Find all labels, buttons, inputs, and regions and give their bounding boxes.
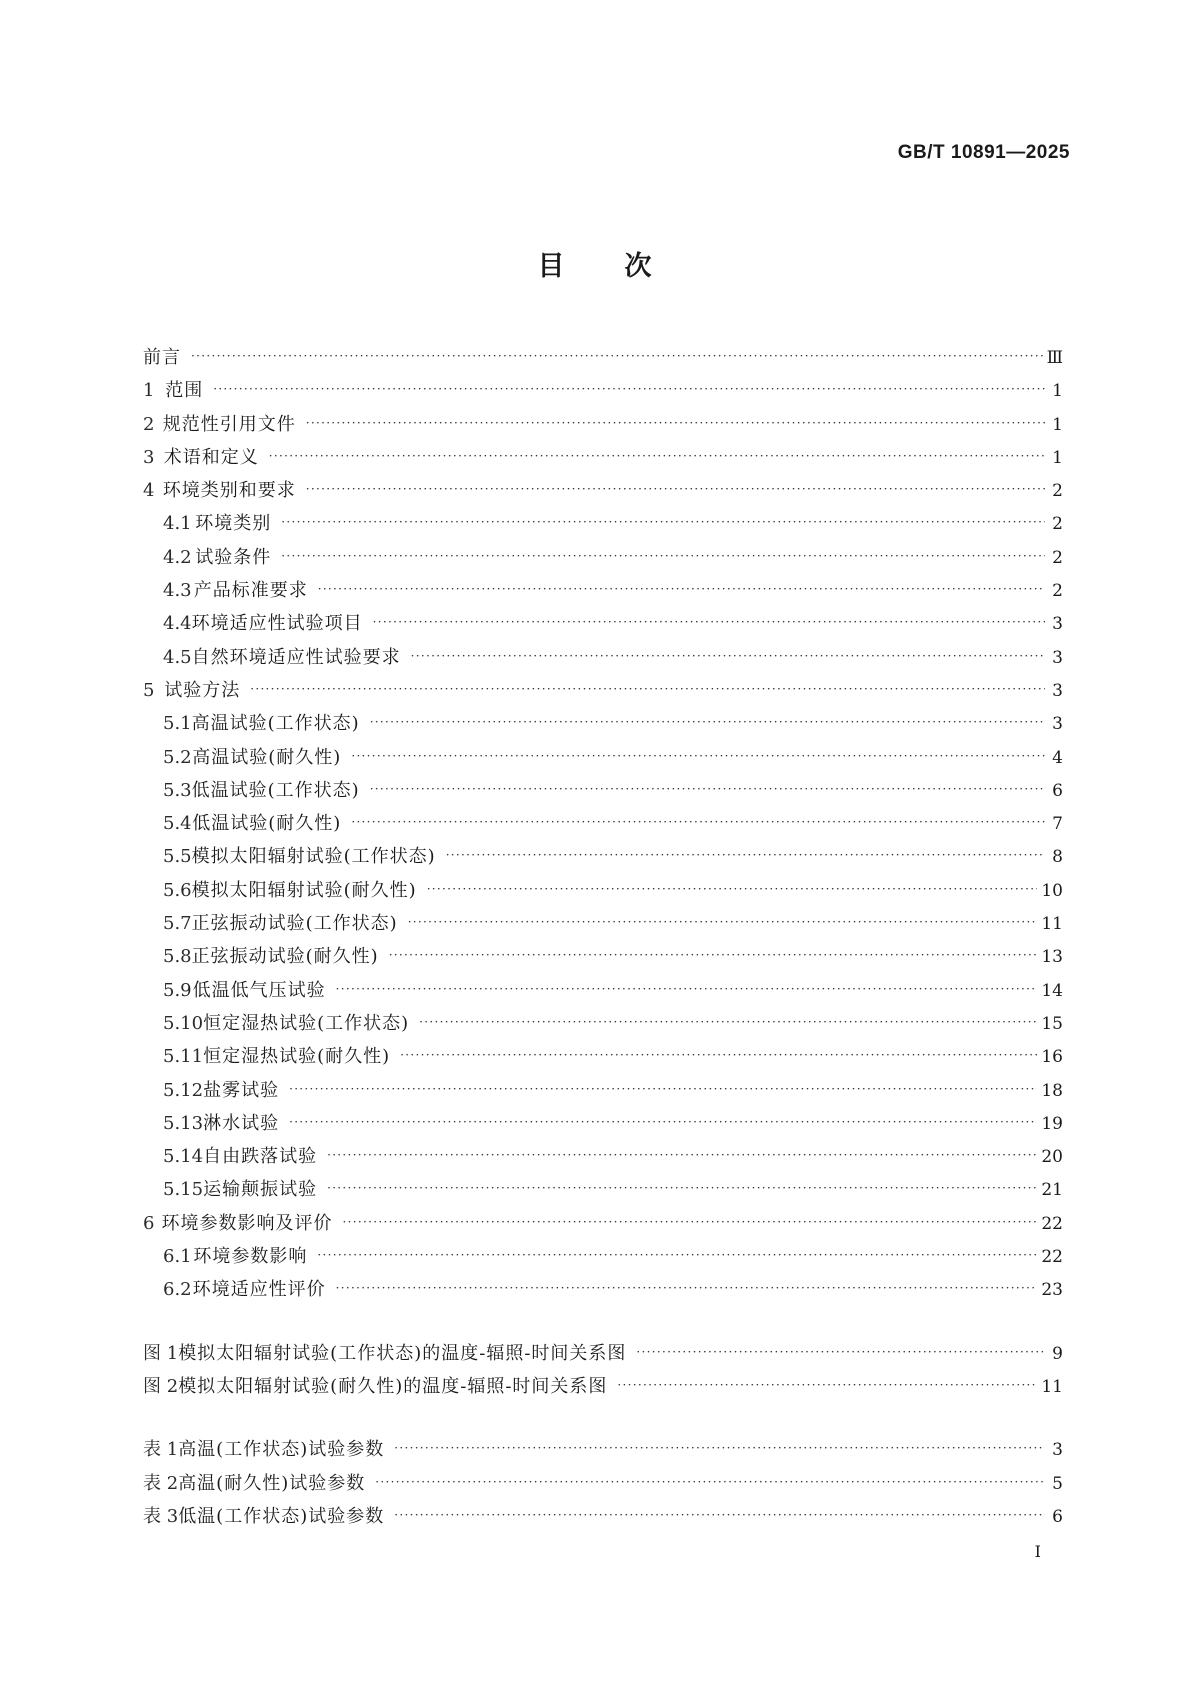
dot-leader xyxy=(281,540,1045,573)
dot-leader xyxy=(289,1106,1037,1139)
entry-page: 19 xyxy=(1041,1113,1063,1134)
entry-page: 1 xyxy=(1052,414,1063,435)
entry-title: 恒定湿热试验(耐久性) xyxy=(203,1046,391,1068)
entry-number: 5.7 xyxy=(163,913,192,935)
entry-page: 2 xyxy=(1052,547,1063,568)
entry-title: 产品标准要求 xyxy=(193,580,308,602)
figure-list xyxy=(143,1337,1063,1404)
entry-title: 模拟太阳辐射试验(耐久性) xyxy=(191,879,417,901)
dot-leader xyxy=(317,1239,1037,1272)
dot-leader xyxy=(394,1432,1045,1465)
entry-title: 自由跌落试验 xyxy=(203,1146,318,1168)
entry-number: 5.6 xyxy=(163,879,192,901)
toc-entry[interactable] xyxy=(143,374,1063,407)
toc-entry[interactable] xyxy=(143,441,1063,474)
toc-entry[interactable] xyxy=(143,774,1063,807)
entry-page: 1 xyxy=(1052,381,1063,402)
entry-number: 图 1 xyxy=(143,1342,179,1364)
entry-number: 4.1 xyxy=(163,513,192,535)
toc-entry[interactable] xyxy=(143,1007,1063,1040)
toc-entry[interactable] xyxy=(143,408,1063,441)
toc-entry[interactable] xyxy=(143,541,1063,574)
entry-title: 模拟太阳辐射试验(工作状态)的温度-辐照-时间关系图 xyxy=(178,1342,627,1364)
dot-leader xyxy=(250,673,1045,706)
entry-number: 2 xyxy=(143,413,155,435)
toc-entry[interactable] xyxy=(143,474,1063,507)
dot-leader xyxy=(306,407,1045,440)
entry-title: 模拟太阳辐射试验(工作状态) xyxy=(191,846,436,868)
entry-page: 22 xyxy=(1041,1247,1063,1268)
entry-page: 4 xyxy=(1052,747,1063,768)
entry-number: 6.1 xyxy=(163,1246,192,1268)
entry-number: 5.12 xyxy=(163,1079,204,1101)
dot-leader xyxy=(427,873,1038,906)
entry-number: 5.11 xyxy=(163,1046,204,1068)
entry-number: 4.3 xyxy=(163,580,192,602)
dot-leader xyxy=(375,1466,1045,1499)
toc-entry[interactable] xyxy=(143,1173,1063,1206)
entry-title: 高温试验(耐久性) xyxy=(192,746,342,768)
toc-entry[interactable] xyxy=(143,907,1063,940)
figure-entry[interactable] xyxy=(143,1337,1063,1370)
entry-number: 4.5 xyxy=(163,646,192,668)
entry-number: 5.10 xyxy=(163,1012,204,1034)
toc-entry[interactable] xyxy=(143,707,1063,740)
dot-leader xyxy=(281,506,1045,539)
entry-number: 表 3 xyxy=(143,1505,179,1527)
entry-number: 4.2 xyxy=(163,546,192,568)
entry-number: 5 xyxy=(143,679,155,701)
standard-code: GB/T 10891—2025 xyxy=(897,142,1070,163)
toc-entry[interactable] xyxy=(143,507,1063,540)
dot-leader xyxy=(636,1336,1045,1369)
entry-page: 2 xyxy=(1052,514,1063,535)
entry-number: 1 xyxy=(143,380,155,402)
entry-number: 5.3 xyxy=(163,779,192,801)
entry-title: 淋水试验 xyxy=(203,1112,280,1134)
entry-page: 21 xyxy=(1041,1180,1063,1201)
entry-title: 运输颠振试验 xyxy=(203,1179,318,1201)
table-of-contents xyxy=(143,341,1063,1533)
dot-leader xyxy=(289,1073,1037,1106)
entry-page: 3 xyxy=(1052,614,1063,635)
entry-title: 高温(工作状态)试验参数 xyxy=(178,1439,385,1461)
toc-entry[interactable] xyxy=(143,341,1063,374)
dot-leader xyxy=(343,1206,1038,1239)
entry-page: 22 xyxy=(1041,1213,1063,1234)
toc-entry[interactable] xyxy=(143,940,1063,973)
entry-title: 盐雾试验 xyxy=(203,1079,280,1101)
table-list xyxy=(143,1433,1063,1533)
entry-title: 环境类别和要求 xyxy=(162,480,296,502)
toc-entry[interactable] xyxy=(143,1140,1063,1173)
dot-leader xyxy=(336,1272,1038,1305)
entry-page: 1 xyxy=(1052,447,1063,468)
entry-page: 23 xyxy=(1041,1280,1063,1301)
dot-leader xyxy=(419,1006,1037,1039)
entry-page: 14 xyxy=(1041,980,1063,1001)
entry-page: 3 xyxy=(1052,714,1063,735)
entry-number: 5.9 xyxy=(163,979,192,1001)
dot-leader xyxy=(269,440,1045,473)
entry-page: 11 xyxy=(1041,914,1063,935)
entry-title: 恒定湿热试验(工作状态) xyxy=(203,1012,410,1034)
entry-title: 环境类别 xyxy=(195,513,272,535)
entry-page: 2 xyxy=(1052,581,1063,602)
entry-page: 3 xyxy=(1052,647,1063,668)
entry-page: 9 xyxy=(1052,1343,1063,1364)
toc-entry[interactable] xyxy=(143,974,1063,1007)
table-entry[interactable] xyxy=(143,1467,1063,1500)
entry-title: 术语和定义 xyxy=(163,446,259,468)
toc-entries xyxy=(143,341,1063,1307)
toc-entry[interactable] xyxy=(143,840,1063,873)
entry-title: 环境适应性试验项目 xyxy=(191,613,363,635)
toc-entry[interactable] xyxy=(143,874,1063,907)
toc-entry[interactable] xyxy=(143,1273,1063,1306)
table-entry[interactable] xyxy=(143,1433,1063,1466)
dot-leader xyxy=(327,1172,1037,1205)
entry-title: 正弦振动试验(工作状态) xyxy=(191,913,398,935)
toc-entry[interactable] xyxy=(143,574,1063,607)
page-number: I xyxy=(1034,1542,1041,1561)
entry-title: 低温试验(耐久性) xyxy=(192,813,342,835)
entry-number: 5.1 xyxy=(163,713,192,735)
entry-page: 8 xyxy=(1052,847,1063,868)
toc-entry[interactable] xyxy=(143,641,1063,674)
toc-entry[interactable] xyxy=(143,674,1063,707)
entry-number: 5.5 xyxy=(163,846,192,868)
toc-entry[interactable] xyxy=(143,1107,1063,1140)
entry-title: 规范性引用文件 xyxy=(162,413,296,435)
entry-number: 5.15 xyxy=(163,1179,204,1201)
toc-entry[interactable] xyxy=(143,607,1063,640)
entry-title: 环境参数影响及评价 xyxy=(161,1212,333,1234)
entry-title: 试验方法 xyxy=(164,679,241,701)
entry-title: 高温(耐久性)试验参数 xyxy=(178,1472,366,1494)
dot-leader xyxy=(191,340,1043,373)
dot-leader xyxy=(336,973,1038,1006)
dot-leader xyxy=(370,706,1045,739)
entry-page: 13 xyxy=(1041,947,1063,968)
entry-number: 图 2 xyxy=(143,1375,179,1397)
entry-number: 表 2 xyxy=(143,1472,179,1494)
title-char-2: 次 xyxy=(624,251,654,282)
entry-number: 6 xyxy=(143,1212,155,1234)
toc-entry[interactable] xyxy=(143,1207,1063,1240)
entry-page: 11 xyxy=(1041,1376,1063,1397)
dot-leader xyxy=(389,939,1038,972)
toc-entry[interactable] xyxy=(143,1240,1063,1273)
entry-number: 4.4 xyxy=(163,613,192,635)
toc-entry[interactable] xyxy=(143,807,1063,840)
dot-leader xyxy=(408,906,1038,939)
dot-leader xyxy=(446,839,1045,872)
entry-title: 自然环境适应性试验要求 xyxy=(191,646,401,668)
figure-entry[interactable] xyxy=(143,1370,1063,1403)
entry-number: 5.13 xyxy=(163,1112,204,1134)
entry-number: 5.8 xyxy=(163,946,192,968)
table-entry[interactable] xyxy=(143,1500,1063,1533)
dot-leader xyxy=(318,573,1045,606)
entry-title: 低温低气压试验 xyxy=(192,979,326,1001)
entry-number: 4 xyxy=(143,480,155,502)
entry-page: 3 xyxy=(1052,1440,1063,1461)
dot-leader xyxy=(327,1139,1037,1172)
entry-title: 正弦振动试验(耐久性) xyxy=(191,946,379,968)
entry-number: 5.14 xyxy=(163,1146,204,1168)
entry-number: 5.4 xyxy=(163,813,192,835)
entry-title: 低温试验(工作状态) xyxy=(191,779,360,801)
entry-page: Ⅲ xyxy=(1046,348,1063,368)
dot-leader xyxy=(411,640,1045,673)
dot-leader xyxy=(370,773,1045,806)
dot-leader xyxy=(617,1369,1037,1402)
toc-entry[interactable] xyxy=(143,1040,1063,1073)
entry-title: 前言 xyxy=(143,347,181,368)
entry-page: 10 xyxy=(1041,880,1063,901)
entry-page: 7 xyxy=(1052,814,1063,835)
entry-page: 5 xyxy=(1052,1473,1063,1494)
entry-title: 范围 xyxy=(165,380,204,402)
entry-number: 6.2 xyxy=(163,1279,192,1301)
entry-page: 3 xyxy=(1052,680,1063,701)
title-char-1: 目 xyxy=(537,251,567,282)
entry-title: 低温(工作状态)试验参数 xyxy=(178,1505,385,1527)
entry-page: 18 xyxy=(1041,1080,1063,1101)
entry-page: 15 xyxy=(1041,1013,1063,1034)
entry-page: 20 xyxy=(1041,1147,1063,1168)
dot-leader xyxy=(400,1039,1037,1072)
entry-page: 16 xyxy=(1041,1047,1063,1068)
entry-page: 6 xyxy=(1052,1506,1063,1527)
entry-title: 高温试验(工作状态) xyxy=(191,713,360,735)
entry-title: 模拟太阳辐射试验(耐久性)的温度-辐照-时间关系图 xyxy=(178,1375,608,1397)
dot-leader xyxy=(213,373,1045,406)
entry-number: 5.2 xyxy=(163,746,192,768)
entry-number: 3 xyxy=(143,446,155,468)
entry-page: 2 xyxy=(1052,481,1063,502)
entry-title: 环境参数影响 xyxy=(193,1246,308,1268)
entry-title: 试验条件 xyxy=(195,546,272,568)
page-title xyxy=(0,244,1191,283)
entry-title: 环境适应性评价 xyxy=(192,1279,326,1301)
toc-entry[interactable] xyxy=(143,1074,1063,1107)
dot-leader xyxy=(351,740,1045,773)
dot-leader xyxy=(373,606,1045,639)
entry-number: 表 1 xyxy=(143,1439,179,1461)
dot-leader xyxy=(351,806,1045,839)
dot-leader xyxy=(306,473,1045,506)
dot-leader xyxy=(394,1499,1045,1532)
toc-entry[interactable] xyxy=(143,741,1063,774)
entry-page: 6 xyxy=(1052,780,1063,801)
